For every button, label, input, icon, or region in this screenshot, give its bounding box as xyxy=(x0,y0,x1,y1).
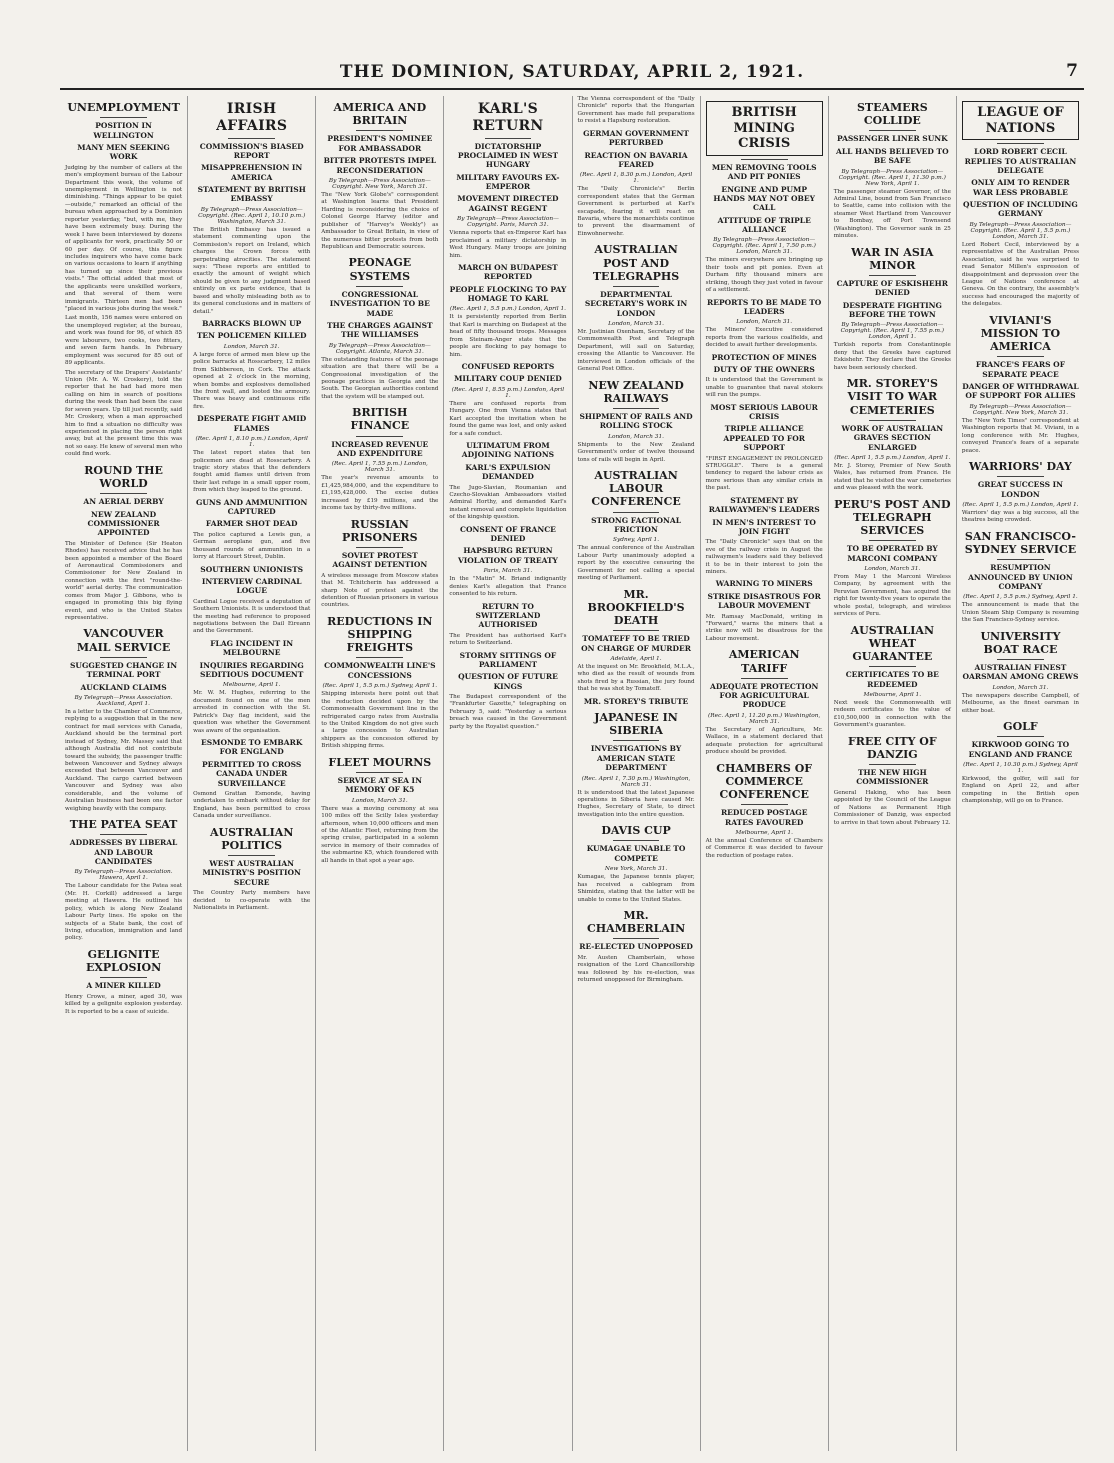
sub-headline: MOVEMENT DIRECTED AGAINST REGENT xyxy=(457,194,559,213)
sub-headline: DESPERATE FIGHTING BEFORE THE TOWN xyxy=(842,300,942,320)
dateline: By Telegraph—Press Association—Copyright. (Rec. April 1, 11.30 p.m.) New York, April 1. xyxy=(838,168,946,187)
headline-rule xyxy=(869,540,916,541)
article-text: The Budapest correspondent of the "Frankfurter Gazette," telegraphing on February 5, said: "Yesterday a serious breach was caused in the Government party by the Royalist question." xyxy=(449,694,567,730)
article-headline: NEW ZEALAND RAILWAYS xyxy=(588,378,684,405)
article-text: Next week the Commonwealth will redeem certificates to the value of £10,500,000 in connection with the Government's guarantee. xyxy=(833,699,951,729)
article-text: Osmond Grattan Esmonde, having undertaken to embark without delay for England, has been permitted to cross Canada under surveillance. xyxy=(193,790,311,820)
sub-headline: STORMY SITTINGS OF PARLIAMENT xyxy=(459,650,557,669)
dateline: (Rec. April 1, 10.30 p.m.) Sydney, April 1. xyxy=(963,762,1078,774)
article-headline: VIVIANI'S MISSION TO AMERICA xyxy=(980,313,1061,354)
masthead xyxy=(60,60,1084,90)
headline-rule xyxy=(741,678,788,679)
dateline: By Telegraph—Press Association. Hawera, April 1. xyxy=(74,869,173,882)
headline-rule xyxy=(741,159,788,160)
sub-headline: MARCH ON BUDAPEST REPORTED xyxy=(458,262,558,282)
column-8 xyxy=(957,96,1084,1451)
article-headline: RUSSIAN PRISONERS xyxy=(342,517,418,544)
article-text: Warriors' day was a big success, all the theatres being crowded. xyxy=(961,509,1079,524)
article-text: It is understood that the latest Japanese operations in Siberia have caused Mr. Hughes, Secretary of State, to direct investigation into the entire question. xyxy=(577,789,695,818)
sub-headline: COMMONWEALTH LINE'S CONCESSIONS xyxy=(324,661,436,680)
sub-headline: A MINER KILLED xyxy=(86,981,161,991)
headline-rule xyxy=(869,275,916,276)
article-headline: AUSTRALIAN POST AND TELEGRAPHS xyxy=(592,243,680,283)
article-text: The latest report states that ten policemen are dead at Rosscarbery. A tragic story states that the defenders fought amid flames until driven from their last refuge in a small upper room, from which they leaped to the ground. xyxy=(193,450,311,494)
sub-headline: LORD ROBERT CECIL REPLIES TO AUSTRALIAN DELEGATE xyxy=(964,147,1077,175)
sub-headline: CONSENT OF FRANCE DENIED xyxy=(459,524,556,544)
sub-headline: ESMONDE TO EMBARK FOR ENGLAND xyxy=(201,738,303,757)
dateline: By Telegraph—Press Association. Auckland, April 1. xyxy=(74,694,173,707)
sub-headline: SOVIET PROTEST AGAINST DETENTION xyxy=(332,550,428,570)
headline-rule xyxy=(100,493,147,494)
sub-headline: AUCKLAND CLAIMS xyxy=(80,682,167,692)
sub-headline: TEN POLICEMEN KILLED xyxy=(196,331,307,341)
sub-headline: THE CHARGES AGAINST THE WILLIAMSES xyxy=(326,320,433,340)
sub-headline: AN AERIAL DERBY xyxy=(83,497,164,507)
sub-headline: SOUTHERN UNIONISTS xyxy=(200,564,304,574)
article-text: Last month, 156 names were entered on the unemployed register, at the bureau, and work was found for 96, of which 85 were labourers, two cooks, two fitters, and seven farm hands. In February employment was secured for 85 out of 89 applicants. xyxy=(65,315,183,367)
dateline: London, March 31. xyxy=(864,565,921,572)
sub-headline: STATEMENT BY BRITISH EMBASSY xyxy=(197,185,306,204)
headline-rule xyxy=(997,736,1044,737)
article-text: Shipping interests here point out that the reduction decided upon by the Commonwealth Government line in the refrigerated cargo rates from Australia to the United Kingdom do not give such a large concession to Australian shippers as the concession offered by British shipping firms. xyxy=(321,691,439,750)
article-headline: LEAGUE OF NATIONS xyxy=(962,101,1079,140)
article-text: The Country Party members have decided to co-operate with the Nationalists in Parliament. xyxy=(193,890,311,912)
headline-rule xyxy=(613,408,660,409)
article-text: Henry Crowe, a miner, aged 30, was killed by a gelignite explosion yesterday. It is reported to be a case of suicide. xyxy=(65,993,183,1015)
article-text: The Miners' Executive considered reports from the various coalfields, and decided to await further developments. xyxy=(705,327,823,349)
article-headline: CHAMBERS OF COMMERCE CONFERENCE xyxy=(716,761,813,801)
sub-headline: ENGINE AND PUMP HANDS MAY NOT OBEY CALL xyxy=(713,184,815,213)
article-text: A large force of armed men blew up the police barracks at Rosscarbery, 12 miles from Skibbereen, in Cork. The attack opened at 2 o'clock in the morning, when bombs and explosives demolished the front wall, and looted the armoury. There was heavy and continuous rifle fire. xyxy=(193,351,311,410)
article-headline: REDUCTIONS IN SHIPPING FREIGHTS xyxy=(327,614,433,655)
sub-headline: SUGGESTED CHANGE IN TERMINAL PORT xyxy=(69,660,178,680)
sub-headline: ADDRESSES BY LIBERAL AND LABOUR CANDIDATES xyxy=(69,838,178,866)
article-text: In a letter to the Chamber of Commerce, replying to a suggestion that in the new contract for mail services with Canada, Auckland should be the terminal port instead of Sydney, Mr. Massey said that although Australia did not contribute toward the subsidy, the passenger traffic between Vancouver and Sydney always exceeded that between Vancouver and Auckland. The cargo carried between Vancouver and Sydney was also considerable, and the volume of Australian business had been one factor weighing heavily with the company. xyxy=(65,708,183,812)
article-text: The British Embassy has issued a statement commenting upon the Commission's report on Ireland, which charges the Crown forces with perpetrating atrocities. The statement says: "These reports are entitled to exactly the amount of weight which should be given to any judgment based entirely on ex parte evidence, that is based and wholly misleading both as to its general conclusions and in matters of detail." xyxy=(193,226,311,315)
sub-headline: QUESTION OF FUTURE KINGS xyxy=(458,672,558,691)
article-text: The newspapers describe Campbell, of Melbourne, as the finest oarsman in either boat. xyxy=(961,692,1079,714)
sub-headline: CERTIFICATES TO BE REDEEMED xyxy=(845,670,939,689)
headline-rule xyxy=(613,630,660,631)
article-headline: PEONAGE SYSTEMS xyxy=(348,256,412,283)
headline-rule xyxy=(613,512,660,513)
dateline: (Rec. April 1, 8.10 p.m.) London, April 1. xyxy=(195,436,308,449)
article-headline: GOLF xyxy=(1003,720,1038,734)
dateline: (Rec. April 1, 7.30 p.m.) Washington, March 31. xyxy=(581,775,691,788)
dateline: Adelaide, April 1. xyxy=(610,655,662,662)
article-headline: AUSTRALIAN POLITICS xyxy=(209,825,294,852)
sub-headline: DUTY OF THE OWNERS xyxy=(713,365,815,375)
article-headline: WARRIORS' DAY xyxy=(969,460,1072,473)
article-headline: MR. BROOKFIELD'S DEATH xyxy=(587,587,685,627)
article-text: The announcement is made that the Union Steam Ship Company is resuming the San Francisco-Sydney service. xyxy=(961,602,1079,624)
article-headline: WAR IN ASIA MINOR xyxy=(851,245,934,272)
article-text: There are confused reports from Hungary. One from Vienna states that Karl accepted the invitation when he found the game was lost, and only asked for a safe conduct. xyxy=(449,400,567,437)
dateline: By Telegraph—Press Association—Copyright. Atlanta, March 31. xyxy=(328,342,431,355)
sub-headline: THE NEW HIGH COMMISSIONER xyxy=(856,768,929,787)
dateline: (Rec. April 1, 5.5 p.m.) London, April 1. xyxy=(449,306,566,313)
article-text: The outstanding features of the peonage situation are that there will be a Congressional investigation of the peonage practices in Georgia and the South. The Georgian authorities contend that the system will be stamped out. xyxy=(321,356,439,400)
sub-headline: CAPTURE OF ESKISHEHR DENIED xyxy=(836,278,948,298)
article-headline: UNIVERSITY BOAT RACE xyxy=(980,629,1061,656)
sub-headline: DANGER OF WITHDRAWAL OF SUPPORT FOR ALLIES xyxy=(962,382,1079,401)
sub-headline: DEPARTMENTAL SECRETARY'S WORK IN LONDON xyxy=(584,289,688,318)
dateline: Melbourne, April 1. xyxy=(222,682,281,689)
article-headline: STEAMERS COLLIDE xyxy=(856,101,928,128)
article-text: Mr. Justinian Oxenham, Secretary of the Commonwealth Post and Telegraph Department, will sail on Saturday, crossing the Atlantic to Vancouver. He interviewed in London officials of the General Post Office. xyxy=(577,329,695,373)
headline-rule xyxy=(356,286,403,287)
sub-headline: ADEQUATE PROTECTION FOR AGRICULTURAL PRODUCE xyxy=(710,681,819,710)
sub-headline: QUESTION OF INCLUDING GERMANY xyxy=(963,200,1078,219)
sub-headline: ALL HANDS BELIEVED TO BE SAFE xyxy=(836,146,949,166)
article-headline: AMERICA AND BRITAIN xyxy=(333,101,427,128)
sub-headline: WEST AUSTRALIAN MINISTRY'S POSITION SECURE xyxy=(202,859,301,887)
sub-headline: KIRKWOOD GOING TO ENGLAND AND FRANCE xyxy=(968,740,1073,759)
sub-headline: MILITARY COUP DENIED xyxy=(454,374,562,384)
article-text: From May 1 the Marconi Wireless Company, by agreement with the Peruvian Government, has acquired the right for twenty-five years to operate the whole postal, telegraph, and wireless services of Peru. xyxy=(833,573,951,618)
sub-headline: AUSTRALIAN FINEST OARSMAN AMONG CREWS xyxy=(962,663,1079,682)
article-headline: MR. STOREY'S VISIT TO WAR CEMETERIES xyxy=(846,377,938,417)
sub-headline: PASSENGER LINER SUNK xyxy=(836,134,948,144)
sub-headline: SHIPMENT OF RAILS AND ROLLING STOCK xyxy=(579,412,693,431)
article-text: General Haking, who has been appointed by the Council of the League of Nations as Permanent High Commissioner of Danzig, was expected to arrive in that town about February 12. xyxy=(833,789,951,826)
headline-rule xyxy=(613,286,660,287)
sub-headline: ULTIMATUM FROM ADJOINING NATIONS xyxy=(461,441,555,460)
article-text: The miners everywhere are bringing up their tools and pit ponies. Even at Durham fifty thousand miners are striking, though they just voted in favour of a settlement. xyxy=(705,257,823,294)
sub-headline: REPORTS TO BE MADE TO LEADERS xyxy=(707,297,822,316)
sub-headline: PRESIDENT'S NOMINEE FOR AMBASSADOR xyxy=(327,134,433,153)
dateline: Melbourne, April 1. xyxy=(735,829,793,836)
column-4 xyxy=(444,96,572,1451)
headline-rule xyxy=(997,559,1044,560)
sub-headline: KUMAGAE UNABLE TO COMPETE xyxy=(586,844,686,863)
headline-rule xyxy=(100,834,147,835)
article-headline: JAPANESE IN SIBERIA xyxy=(594,711,678,738)
dateline: By Telegraph—Press Association—Copyright. New York, March 31. xyxy=(328,177,431,190)
article-headline: ROUND THE WORLD xyxy=(84,463,163,490)
headline-rule xyxy=(485,138,532,139)
article-headline: SAN FRANCISCO-SYDNEY SERVICE xyxy=(964,529,1077,556)
headline-rule xyxy=(356,772,403,773)
sub-headline: INCREASED REVENUE AND EXPENDITURE xyxy=(331,439,429,458)
article-text: There was a moving ceremony at sea 100 miles off the Scilly Isles yesterday afternoon, when 10,000 officers and men of the Atlantic Fleet, returning from the spring cruise, participated in a solemn service in memory of their comrades of the submarine K5, which foundered with all hands in that spot a year ago. xyxy=(321,805,439,864)
dateline: (Rec. April 1, 8.55 p.m.) London, April 1. xyxy=(451,386,565,399)
article-text: In the "Matin" M. Briand indignantly denies Karl's allegation that France consented to his return. xyxy=(449,576,567,598)
sub-headline: CONGRESSIONAL INVESTIGATION TO BE MADE xyxy=(329,289,430,318)
article-text: Judging by the number of callers at the men's employment bureau of the Labour Department this week, the volume of unemployment in Wellington is not diminishing. "Things appear to be quiet—outside," remarked an official of the bureau when approached by a Dominion reporter yesterday, "but, with me, they have been extremely busy. During the week I have been interviewed by dozens of applicants for work, practically 50 or 60 per day. Of course, this figure includes inquirers who have come back on various occasions to learn if anything has turned up since their previous visits." The official added that most of the applicants were unskilled workers, and that several of them were immigrants. Thirteen men had been "placed in various jobs during the week." xyxy=(65,164,183,312)
headline-rule xyxy=(869,420,916,421)
article-text: The year's revenue amounts to £1,425,984,000, and the expenditure to £1,195,428,000. The excise duties increased by £19 millions, and the income tax by thirty-five millions. xyxy=(321,475,439,512)
article-headline: KARL'S RETURN xyxy=(472,101,544,134)
dateline: By Telegraph—Press Association—Copyright. (Rec. April 1, 7.50 p.m.) London, March 31. xyxy=(712,237,816,256)
dateline: (Rec. April 1, 5.5 p.m.) Sydney, April 1. xyxy=(322,683,438,690)
article-text: A wireless message from Moscow states that M. Tchitcherin has addressed a sharp Note of protest against the detention of Russian prisoners in various countries. xyxy=(321,572,439,609)
dateline: By Telegraph—Press Association—Copyright. Paris, March 31. xyxy=(456,216,559,229)
dateline: London, March 31. xyxy=(608,321,665,327)
sub-headline: WARNING TO MINERS xyxy=(715,579,813,589)
article-headline: BRITISH MINING CRISIS xyxy=(706,101,823,156)
article-text: Kirkwood, the golfer, will sail for England on April 22, and after competing in the British open championship, will go on to France. xyxy=(961,776,1079,805)
column-2 xyxy=(188,96,316,1451)
article-text: The Secretary of Agriculture, Mr. Wallace, in a statement declared that adequate protection for agricultural produce should be provided. xyxy=(705,726,823,756)
article-headline: FLEET MOURNS xyxy=(328,755,432,769)
article-text: Shipments to the New Zealand Government's order of twelve thousand tons of rails will begin in April. xyxy=(577,441,695,463)
article-text: The police captured a Lewis gun, a German aeroplane gun, and five thousand rounds of ammunition in a lorry at Harcourt Street, Dublin. xyxy=(193,531,311,561)
sub-headline: REDUCED POSTAGE RATES FAVOURED xyxy=(720,808,808,827)
sub-headline: MOST SERIOUS LABOUR CRISIS xyxy=(710,402,818,422)
article-text: The President has authorised Karl's return to Switzerland. xyxy=(449,632,567,647)
headline-rule xyxy=(356,547,403,548)
article-text: The "New York Times" correspondent at Washington reports that M. Viviani, in a long conference with Mr. Hughes, conveyed France's fears of a separate peace. xyxy=(961,417,1079,454)
sub-headline: REACTION ON BAVARIA FEARED xyxy=(584,150,688,169)
page-number: 7 xyxy=(1066,61,1078,81)
sub-headline: TOMATEFF TO BE TRIED ON CHARGE OF MURDER xyxy=(581,634,691,653)
sub-headline: NEW ZEALAND COMMISSIONER APPOINTED xyxy=(87,509,160,538)
article-text: The secretary of the Drapers' Assistants' Union (Mr. A. W. Croskery), told the reporter that he had had more men calling on him in search of positions during the week than had been the case for seven years. Up till just recently, said Mr. Croskery, when a man approached him to find a situation no difficulty was experienced in placing the person right away, but at the present time this was not so easy. He knew of several men who could find work. xyxy=(65,369,183,458)
article-text: The passenger steamer Governor, of the Admiral Line, bound from San Francisco to Seattle, came into collision with the steamer West Hartland from Vancouver to Bombay, off Port Townsend (Washington). The Governor sank in 25 minutes. xyxy=(833,188,951,240)
article-text: Lord Robert Cecil, interviewed by a representative of the Australian Press Association, said he was surprised to read Senator Millen's expression of disappointment and depression over the League of Nations conference at Geneva. On the contrary, the assembly's success had encouraged the majority of the delegates. xyxy=(961,241,1079,308)
sub-headline: ONLY AIM TO RENDER WAR LESS PROBABLE xyxy=(971,178,1070,197)
dateline: London, March 31. xyxy=(223,343,280,350)
article-text: Mr. W. M. Hughes, referring to the document found on one of the men arrested in connection with the St. Patrick's Day flag incident, said the question was whether the Government was aware of the organisation. xyxy=(193,690,311,734)
sub-headline: GERMAN GOVERNMENT PERTURBED xyxy=(583,128,689,148)
sub-headline: MEN REMOVING TOOLS AND PIT PONIES xyxy=(711,162,817,182)
headline-rule xyxy=(356,657,403,658)
column-7 xyxy=(829,96,957,1451)
article-headline: AUSTRALIAN WHEAT GUARANTEE xyxy=(850,623,935,663)
headline-rule xyxy=(741,804,788,805)
sub-headline: GUNS AND AMMUNITION CAPTURED xyxy=(195,497,308,517)
article-text: The "Daily Chronicle" says that on the eve of the railway crisis in August the railwaymen's leaders said they believed it to be in their interest to join the miners. xyxy=(705,539,823,576)
sub-headline: ATTITUDE OF TRIPLE ALLIANCE xyxy=(717,215,811,235)
article-text: The Jugo-Slavian, Roumanian and Czecho-Slovakian Ambassadors visited Admiral Horthy, and demanded Karl's instant removal and complete liquidation of the kingship question. xyxy=(449,484,567,521)
sub-headline: IN MEN'S INTEREST TO JOIN FIGHT xyxy=(712,517,816,536)
article-text: The annual conference of the Australian Labour Party unanimously adopted a report by the executive censuring the Government for not calling a special meeting of Parliament. xyxy=(577,545,695,582)
headline-rule xyxy=(869,130,916,131)
sub-headline: POSITION IN WELLINGTON xyxy=(93,121,154,140)
sub-headline: MISAPPREHENSION IN AMERICA xyxy=(201,163,303,182)
sub-headline: DESPERATE FIGHT AMID FLAMES xyxy=(197,414,307,433)
dateline: Melbourne, April 1. xyxy=(863,691,922,698)
dateline: New York, March 31. xyxy=(604,866,668,873)
headline-rule xyxy=(100,657,147,658)
article-text: It is understood that the Government is unable to guarantee that naval stokers will run the pumps. xyxy=(705,377,823,399)
sub-headline: BARRACKS BLOWN UP xyxy=(202,319,302,329)
dateline: London, March 31. xyxy=(351,797,408,804)
headline-rule xyxy=(100,977,147,978)
article-text: Mr. Austen Chamberlain, whose resignation of the Lord Chancellorship was followed by his re-election, was returned unopposed for Birmingham. xyxy=(577,954,695,983)
dateline: (Rec. April 1, 7.55 p.m.) London, March 31. xyxy=(331,461,428,474)
article-headline: VANCOUVER MAIL SERVICE xyxy=(76,627,171,654)
sub-headline: BITTER PROTESTS IMPEL RECONSIDERATION xyxy=(323,156,437,175)
dateline: Sydney, April 1. xyxy=(613,537,660,544)
column-6 xyxy=(701,96,829,1451)
article-headline: PERU'S POST AND TELEGRAPH SERVICES xyxy=(834,497,951,537)
sub-headline: RESUMPTION ANNOUNCED BY UNION COMPANY xyxy=(968,563,1073,591)
article-text: The Labour candidate for the Patea seat (Mr. H. Corkill) addressed a large meeting at Hawera. He outlined his policy, which is along New Zealand Labour Party lines. He spoke on the subjects of a State bank, the cost of living, education, immigration and land policy. xyxy=(65,883,183,942)
article-headline: FREE CITY OF DANZIG xyxy=(847,734,937,761)
headline-rule xyxy=(997,476,1044,477)
dateline: Paris, March 31. xyxy=(483,568,533,575)
headline-rule xyxy=(228,138,275,139)
dateline: London, March 31. xyxy=(992,684,1049,691)
sub-headline: STRIKE DISASTROUS FOR LABOUR MOVEMENT xyxy=(707,591,821,611)
headline-rule xyxy=(997,356,1044,357)
column-5 xyxy=(573,96,701,1451)
dateline: (Rec. April 1, 5.5 p.m.) London, April 1. xyxy=(962,501,1079,508)
article-headline: DAVIS CUP xyxy=(601,824,671,838)
article-headline: THE PATEA SEAT xyxy=(69,818,178,832)
sub-headline: INTERVIEW CARDINAL LOGUE xyxy=(201,576,302,596)
sub-headline: STRONG FACTIONAL FRICTION xyxy=(591,515,681,534)
article-headline: AUSTRALIAN LABOUR CONFERENCE xyxy=(591,469,681,509)
article-text: At the inquest on Mr. Brookfield, M.L.A., who died as the result of wounds from shots fired by a Russian, the jury found that he was shot by Tomateff. xyxy=(577,663,695,693)
article-text: The "Daily Chronicle's" Berlin correspondent states that the German Government is perturbed at Karl's escapade, fearing it will react on Bavaria, where the monarchists continue to prevent the disarmament of Einwohnerwehr. xyxy=(577,186,695,237)
dateline: By Telegraph—Press Association—Copyright. (Rec. April 1, 10.10 p.m.) Washington, March 31. xyxy=(198,206,306,225)
article-text: Mr. Ramsay MacDonald, writing in "Forward," warns the miners that a strike now will be disastrous for the Labour movement. xyxy=(705,613,823,642)
sub-headline: MR. STOREY'S TRIBUTE xyxy=(583,696,689,706)
sub-headline: STATEMENT BY RAILWAYMEN'S LEADERS xyxy=(708,495,820,515)
article-headline: UNEMPLOYMENT xyxy=(67,101,180,114)
article-text: Mr. J. Storey, Premier of New South Wales, has returned from France. He stated that he visited the war cemeteries and was pleased with the work. xyxy=(833,462,951,492)
article-text: Kumagae, the Japanese tennis player, has received a cablegram from Shimidzu, stating that the latter will be unable to come to the United States. xyxy=(577,874,695,903)
headline-rule xyxy=(869,666,916,667)
sub-headline: FRANCE'S FEARS OF SEPARATE PEACE xyxy=(975,360,1066,379)
sub-headline: TRIPLE ALLIANCE APPEALED TO FOR SUPPORT xyxy=(723,424,805,453)
headline-rule xyxy=(997,659,1044,660)
article-text: Vienna reports that ex-Emperor Karl has proclaimed a military dictatorship in West Hungary. Many troops are joining him. xyxy=(449,230,567,259)
article-text: At the annual Conference of Chambers of Commerce it was decided to favour the reduction of postage rates. xyxy=(705,837,823,859)
sub-headline: INVESTIGATIONS BY AMERICAN STATE DEPARTMENT xyxy=(590,744,682,773)
article-headline: BRITISH FINANCE xyxy=(350,406,410,433)
sub-headline: DICTATORSHIP PROCLAIMED IN WEST HUNGARY xyxy=(457,141,559,170)
dateline: (Rec. April 1, 8.30 p.m.) London, April 1. xyxy=(579,172,693,185)
article-text: The Minister of Defence (Sir Heaton Rhodes) has received advice that he has been appointed a member of the Board of Aeronautical Commissioners and Commissioner for New Zealand in connection with the first "round-the-world" aerial derby. The communication comes from Major J. Gibbons, who is engaged in promoting this big flying event, and who is the United States representative. xyxy=(65,540,183,621)
headline-rule xyxy=(228,855,275,856)
sub-headline: RETURN TO SWITZERLAND AUTHORISED xyxy=(475,601,541,630)
sub-headline: MANY MEN SEEKING WORK xyxy=(77,142,170,162)
sub-headline: PEOPLE FLOCKING TO PAY HOMAGE TO KARL xyxy=(449,284,567,304)
headline-rule xyxy=(356,130,403,131)
article-text: The "New York Globe's" correspondent at Washington learns that President Harding is reconsidering the choice of Colonel George Harvey (editor and publisher of "Harvey's Weekly") as Ambassador to Great Britain, in view of the numerous bitter protests from both Republican and Democratic sources. xyxy=(321,191,439,250)
sub-headline: FLAG INCIDENT IN MELBOURNE xyxy=(210,638,294,658)
article-headline: MR. CHAMBERLAIN xyxy=(586,908,686,936)
sub-headline: TO BE OPERATED BY MARCONI COMPANY xyxy=(846,544,938,563)
dateline: London, March 31. xyxy=(608,433,665,440)
headline-rule xyxy=(997,143,1044,144)
dateline: By Telegraph—Press Association—Copyright. (Rec. April 1, 7.55 p.m.) London, April 1. xyxy=(840,322,945,341)
headline-rule xyxy=(356,436,403,437)
dateline: (Rec. April 1, 11.20 p.m.) Washington, March 31. xyxy=(708,712,821,725)
dateline: London, March 31. xyxy=(736,319,793,326)
sub-headline: SERVICE AT SEA IN MEMORY OF K5 xyxy=(337,775,422,795)
sub-headline: WORK OF AUSTRALIAN GRAVES SECTION ENLARGED xyxy=(841,423,944,452)
masthead-title: THE DOMINION, SATURDAY, APRIL 2, 1921. xyxy=(339,62,805,82)
dateline: (Rec. April 1, 5.5 p.m.) Sydney, April 1. xyxy=(963,594,1078,601)
sub-headline: MILITARY FAVOURS EX-EMPEROR xyxy=(456,172,560,192)
dateline: By Telegraph—Press Association—Copyright. New York, March 31. xyxy=(969,403,1072,416)
column-3 xyxy=(316,96,444,1451)
dateline: (Rec. April 1, 5.5 p.m.) London, April 1. xyxy=(834,454,951,461)
article-text: Turkish reports from Constantinople deny that the Greeks have captured Eskishehr. They declare that the Greeks have been seriously checked. xyxy=(833,342,951,371)
sub-headline: PERMITTED TO CROSS CANADA UNDER SURVEILLANCE xyxy=(202,759,302,788)
sub-headline: KARL'S EXPULSION DEMANDED xyxy=(465,462,551,482)
article-headline: IRISH AFFAIRS xyxy=(216,101,288,134)
headline-rule xyxy=(613,840,660,841)
sub-headline: INQUIRIES REGARDING SEDITIOUS DOCUMENT xyxy=(199,660,304,680)
sub-headline: RE-ELECTED UNOPPOSED xyxy=(579,942,693,952)
column-1 xyxy=(60,96,188,1451)
article-text: The Vienna correspondent of the "Daily Chronicle" reports that the Hungarian Government has made full preparations to resist a Hapsburg restoration. xyxy=(577,96,695,125)
headline-rule xyxy=(613,740,660,741)
sub-headline: GREAT SUCCESS IN LONDON xyxy=(977,480,1064,499)
sub-headline: CONFUSED REPORTS xyxy=(461,362,555,372)
sub-headline: COMMISSION'S BIASED REPORT xyxy=(199,141,304,160)
article-text: Cardinal Logue received a deputation of Southern Unionists. It is understood that the meeting had reference to proposed negotiations between the Dail Eireann and the Government. xyxy=(193,598,311,635)
sub-headline: FARMER SHOT DEAD xyxy=(205,519,298,529)
sub-headline: PROTECTION OF MINES xyxy=(711,352,817,362)
columns xyxy=(60,96,1084,1451)
article-text: It is persistently reported from Berlin that Karl is marching on Budapest at the head of fifty thousand troops. Messages from Steinam-Anger state that the people are flocking to pay homage to him. xyxy=(449,314,567,358)
article-headline: AMERICAN TARIFF xyxy=(728,648,800,675)
headline-rule xyxy=(613,938,660,939)
sub-headline: HAPSBURG RETURN VIOLATION OF TREATY xyxy=(457,546,558,565)
article-text: "FIRST ENGAGEMENT IN PROLONGED STRUGGLE". There is a general tendency to regard the labour crisis as more serious than any similar crisis in the past. xyxy=(705,455,823,492)
dateline: By Telegraph—Press Association—Copyright. (Rec. April 1, 5.5 p.m.) London, March 31. xyxy=(969,221,1072,240)
headline-rule xyxy=(869,764,916,765)
headline-rule xyxy=(100,117,147,118)
article-headline: GELIGNITE EXPLOSION xyxy=(85,947,162,975)
